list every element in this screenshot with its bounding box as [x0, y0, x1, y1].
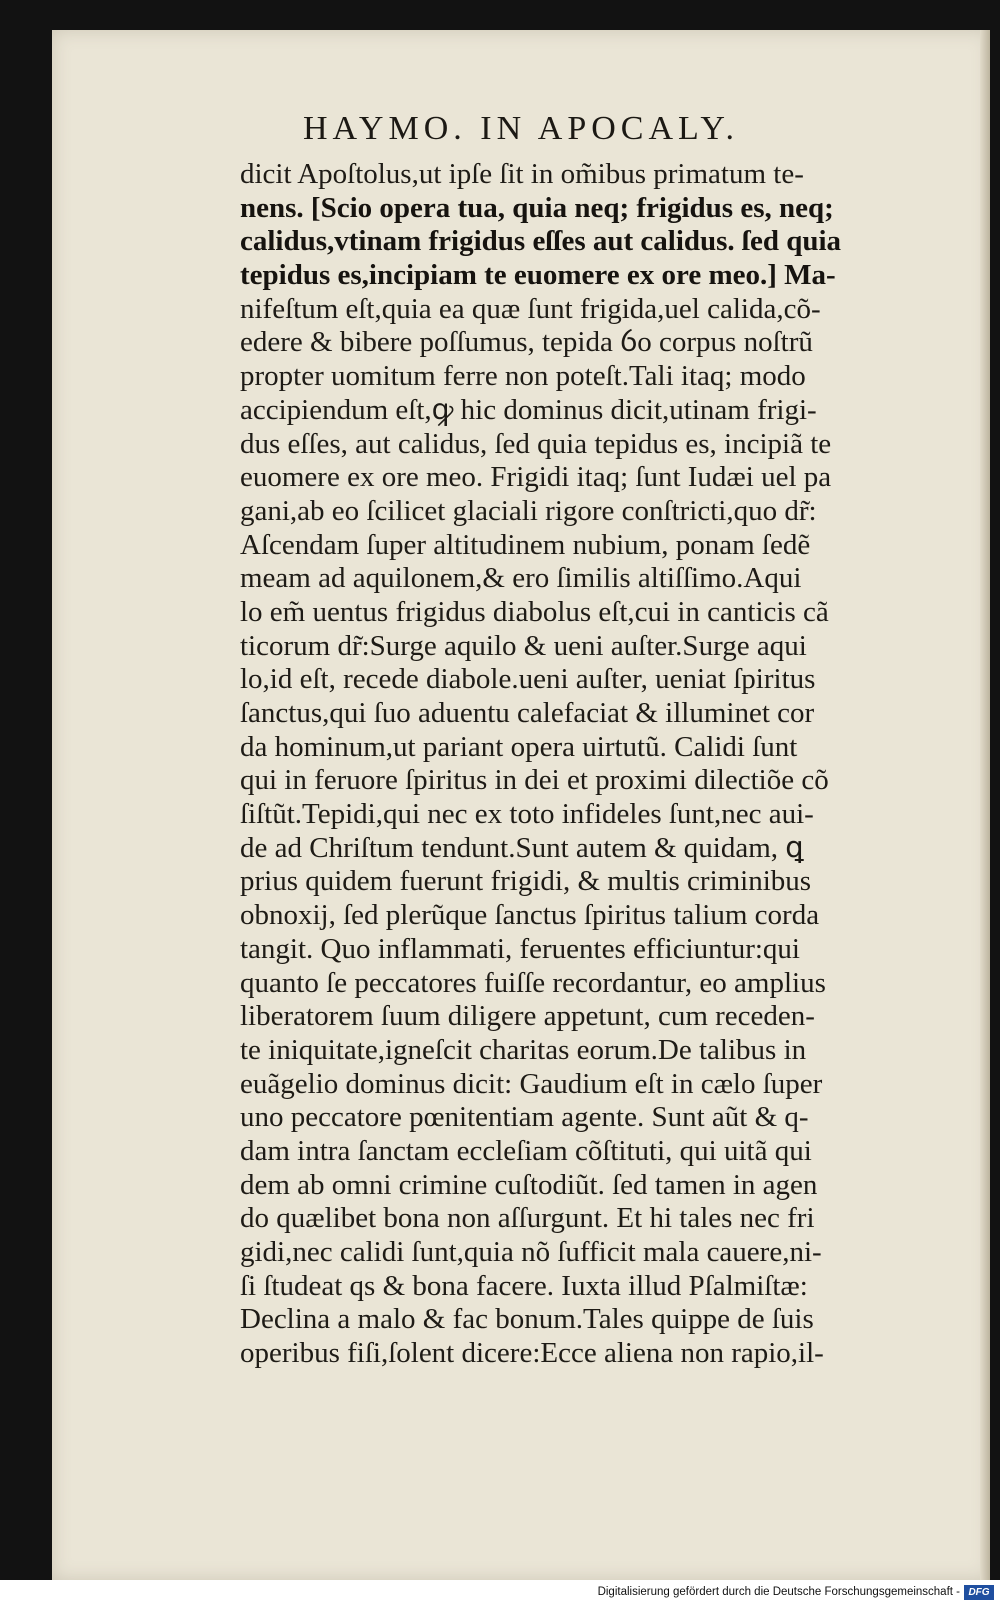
text-line: operibus fiſi,ſolent dicere:Ecce aliena non rapio,il-: [240, 1337, 824, 1370]
text-line: obnoxij, ſed plerũque ſanctus ſpiritus talium corda: [240, 899, 820, 932]
text-line: dem ab omni crimine cuſtodiũt. ſed tamen in agen: [240, 1168, 818, 1201]
text-line: prius quidem fuerunt frigidi, & multis criminibus: [240, 865, 812, 898]
dfg-logo: DFG: [964, 1585, 994, 1600]
text-line: Declina a malo & fac bonum.Tales quippe de ſuis: [240, 1303, 814, 1336]
text-line: propter uomitum ferre non poteſt.Tali itaq; modo: [240, 360, 806, 393]
page-edge: [980, 30, 990, 1580]
digitization-credit: Digitalisierung gefördert durch die Deutsche Forschungsgemeinschaft -: [597, 1586, 960, 1598]
text-line: calidus,vtinam frigidus eſſes aut calidus. ſed quia: [240, 225, 842, 258]
text-line: te iniquitate,igneſcit charitas eorum.De talibus in: [240, 1033, 807, 1066]
text-line: da hominum,ut pariant opera uirtutũ. Calidi ſunt: [240, 730, 798, 763]
text-line: edere & bibere poſſumus, tepida ỽo corpus noſtrũ: [240, 326, 813, 359]
text-line: lo em̃ uentus frigidus diabolus eſt,cui in canticis cã: [240, 595, 829, 628]
text-line: dam intra ſanctam eccleſiam cõſtituti, qui uitã qui: [240, 1134, 812, 1167]
text-line: ſi ſtudeat qs & bona facere. Iuxta illud Pſalmiſtæ:: [240, 1269, 808, 1302]
text-line: nifeſtum eſt,quia ea quæ ſunt frigida,uel calida,cõ-: [240, 292, 821, 325]
text-line: accipiendum eſt,ꝙ hic dominus dicit,utinam frigi-: [240, 393, 817, 426]
text-line: nens. [Scio opera tua, quia neq; frigidus es, neq;: [240, 191, 834, 224]
text-line: qui in feruore ſpiritus in dei et proximi dilectiõe cõ: [240, 764, 829, 797]
text-line: uno peccatore pœnitentiam agente. Sunt aũt & q-: [240, 1101, 809, 1134]
text-line: euomere ex ore meo. Frigidi itaq; ſunt Iudæi uel pa: [240, 461, 832, 494]
text-line: ſiſtũt.Tepidi,qui nec ex toto infideles ſunt,nec aui-: [240, 798, 814, 831]
body-text: [240, 158, 940, 1371]
text-line: Aſcendam ſuper altitudinem nubium, ponam ſedẽ: [240, 528, 811, 561]
text-line: gidi,nec calidi ſunt,quia nõ ſufficit mala cauere,ni-: [240, 1236, 822, 1268]
text-line: dicit Apoſtolus,ut ipſe ſit in om̃ibus primatum te-: [240, 158, 804, 190]
text-line: ſanctus,qui ſuo aduentu calefaciat & illuminet cor: [240, 697, 815, 729]
text-line: meam ad aquilonem,& ero ſimilis altiſſimo.Aqui: [240, 562, 802, 595]
text-line: tepidus es,incipiam te euomere ex ore meo.] Ma-: [240, 259, 836, 292]
text-line: do quælibet bona non aſſurgunt. Et hi tales nec fri: [240, 1202, 815, 1235]
running-head: HAYMO. IN APOCALY.: [302, 110, 740, 147]
text-line: euãgelio dominus dicit: Gaudium eſt in cælo ſuper: [240, 1067, 823, 1100]
text-line: de ad Chriſtum tendunt.Sunt autem & quidam, ꝗ: [240, 831, 804, 864]
text-line: gani,ab eo ſcilicet glaciali rigore conſtricti,quo dr̃:: [240, 494, 817, 527]
text-line: tangit. Quo inflammati, feruentes efficiuntur:qui: [240, 932, 800, 965]
text-line: liberatorem ſuum diligere appetunt, cum receden-: [240, 1000, 815, 1033]
text-line: ticorum dr̃:Surge aquilo & ueni auſter.Surge aqui: [240, 629, 807, 662]
text-line: lo,id eſt, recede diabole.ueni auſter, ueniat ſpiritus: [240, 663, 816, 696]
text-line: dus eſſes, aut calidus, ſed quia tepidus es, incipiã te: [240, 427, 832, 460]
text-line: quanto ſe peccatores fuiſſe recordantur, eo amplius: [240, 966, 826, 999]
